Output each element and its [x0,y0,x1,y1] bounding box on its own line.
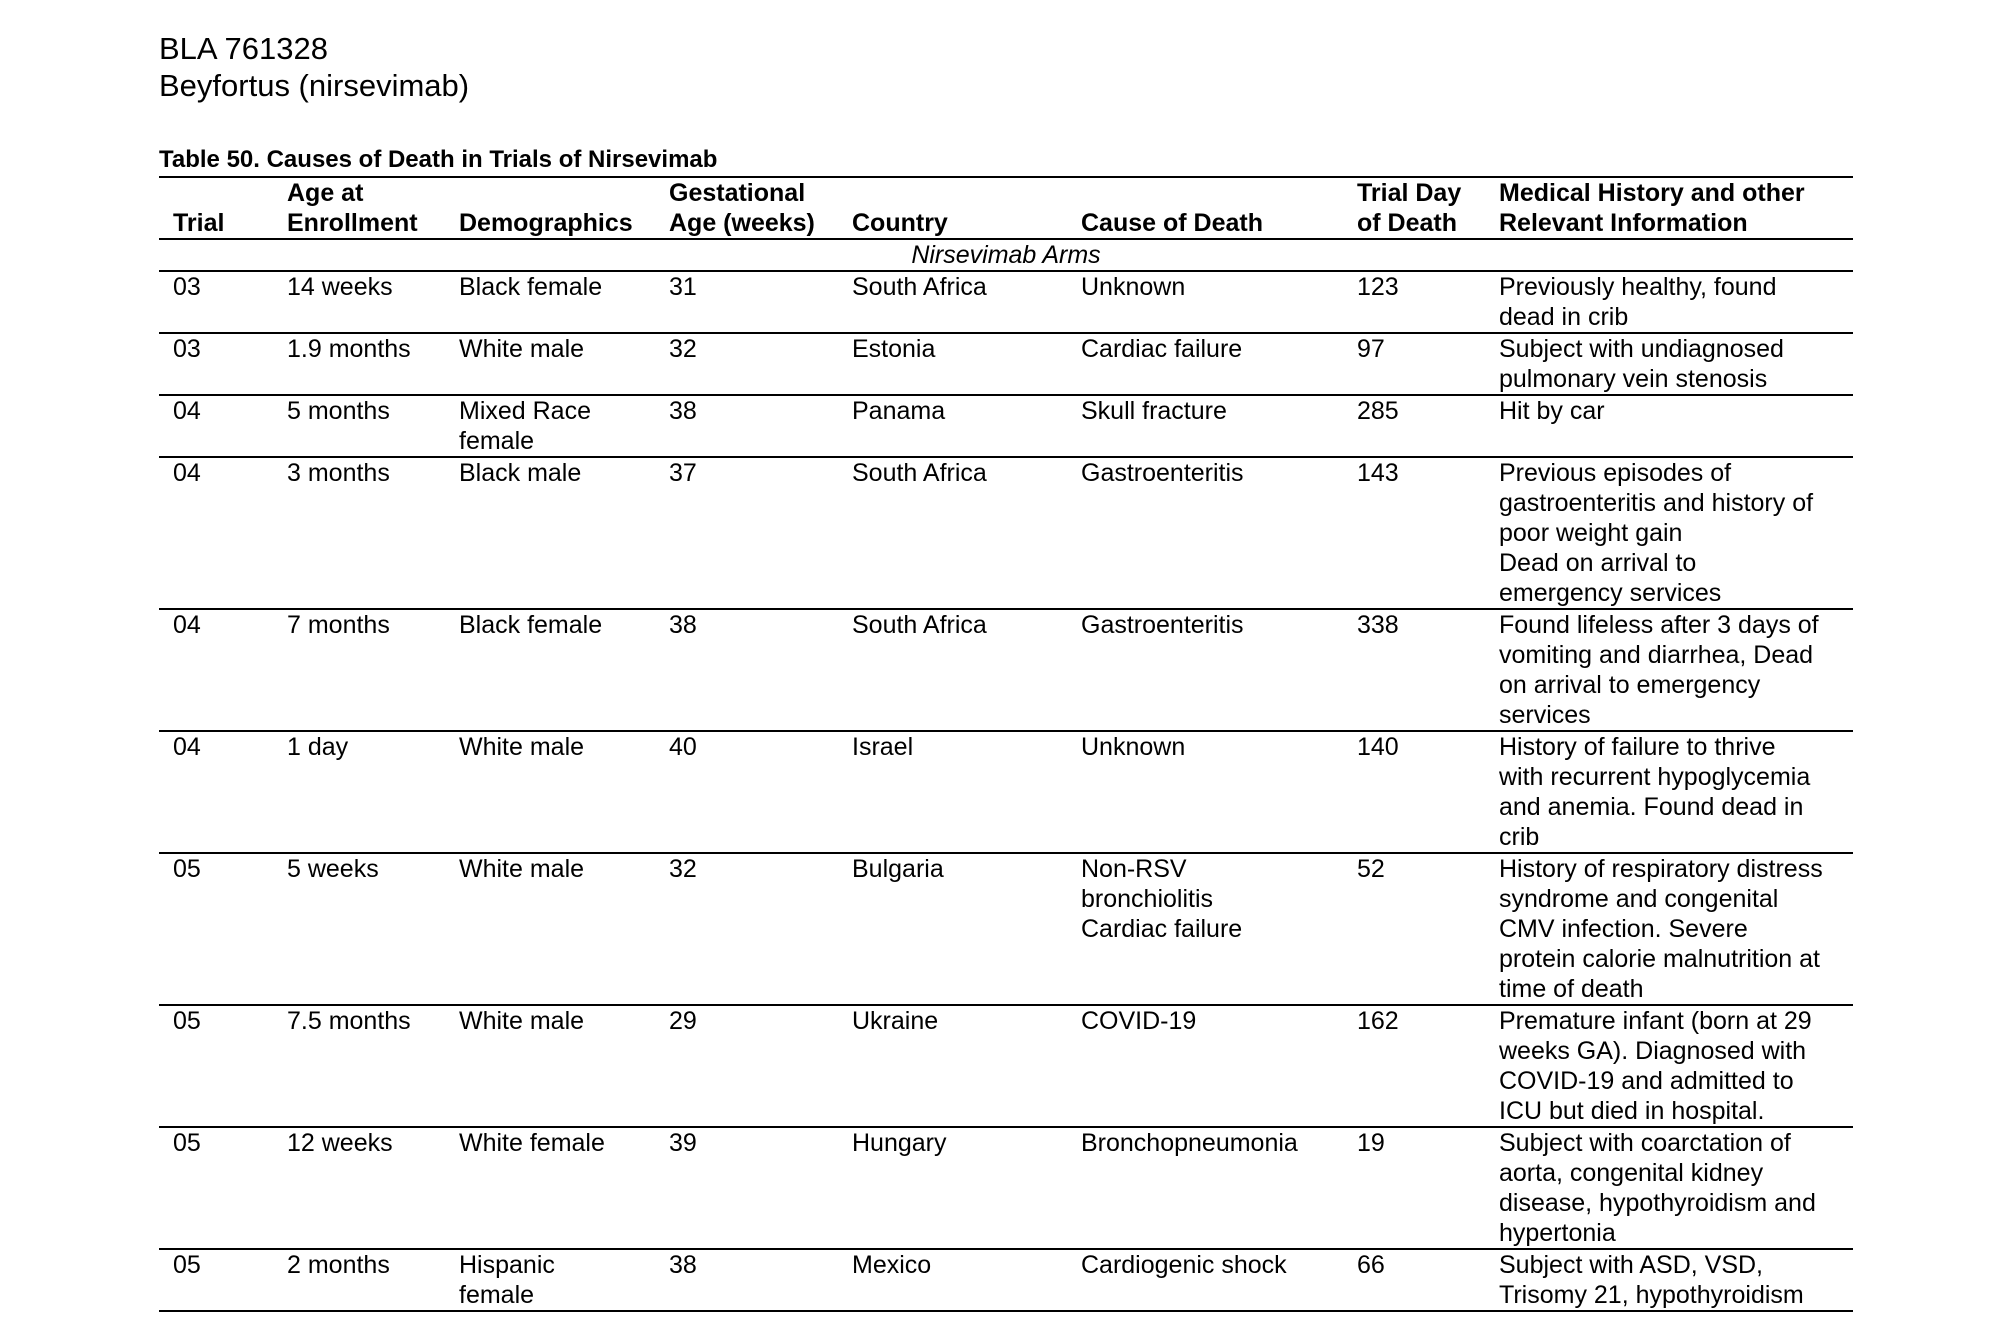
table-cell: 37 [655,457,838,609]
table-cell: Hispanic female [445,1249,655,1311]
table-cell: 143 [1343,457,1485,609]
table-cell: White female [445,1127,655,1249]
table-cell: Mexico [838,1249,1067,1311]
table-row [159,457,1853,609]
table-row [159,1127,1853,1249]
table-cell: 04 [159,609,273,731]
table-cell: Cardiogenic shock [1067,1249,1343,1311]
column-header: Cause of Death [1067,177,1343,239]
table-cell: History of respiratory distress syndrome and congenital CMV infection. Severe protein calorie malnutrition at time of death [1485,853,1853,1005]
table-cell: Unknown [1067,271,1343,333]
table-row [159,271,1853,333]
table-cell: Black female [445,609,655,731]
table-cell: 7 months [273,609,445,731]
table-cell: 162 [1343,1005,1485,1127]
column-header: Demographics [445,177,655,239]
table-cell: 14 weeks [273,271,445,333]
table-cell: Cardiac failure [1067,333,1343,395]
table-cell: 03 [159,271,273,333]
table-row [159,1005,1853,1127]
table-row [159,333,1853,395]
table-cell: White male [445,853,655,1005]
table-cell: 03 [159,333,273,395]
table-cell: 05 [159,853,273,1005]
table-row [159,395,1853,457]
table-cell: 29 [655,1005,838,1127]
table-cell: Premature infant (born at 29 weeks GA). Diagnosed with COVID-19 and admitted to ICU but died in hospital. [1485,1005,1853,1127]
table-cell: 38 [655,1249,838,1311]
column-header: Age at Enrollment [273,177,445,239]
table-cell: 5 weeks [273,853,445,1005]
table-cell: 5 months [273,395,445,457]
table-cell: Subject with coarctation of aorta, congenital kidney disease, hypothyroidism and hypertonia [1485,1127,1853,1249]
table-header-row [159,177,1853,239]
table-cell: Bulgaria [838,853,1067,1005]
table-cell: 04 [159,395,273,457]
table-cell: Bronchopneumonia [1067,1127,1343,1249]
table-cell: Black female [445,271,655,333]
table-cell: 39 [655,1127,838,1249]
table-row [159,853,1853,1005]
table-cell: History of failure to thrive with recurrent hypoglycemia and anemia. Found dead in crib [1485,731,1853,853]
table-cell: White male [445,1005,655,1127]
table-cell: Ukraine [838,1005,1067,1127]
table-cell: Hit by car [1485,395,1853,457]
table-cell: 38 [655,395,838,457]
column-header: Trial [159,177,273,239]
table-cell: 1 day [273,731,445,853]
table-cell: COVID-19 [1067,1005,1343,1127]
bla-number: BLA 761328 [159,31,328,66]
product-name: Beyfortus (nirsevimab) [159,68,470,103]
table-cell: 31 [655,271,838,333]
table-cell: 1.9 months [273,333,445,395]
table-cell: Previously healthy, found dead in crib [1485,271,1853,333]
table-cell: 32 [655,853,838,1005]
table-row [159,731,1853,853]
table-cell: Gastroenteritis [1067,457,1343,609]
table-cell: Previous episodes of gastroenteritis and history of poor weight gain Dead on arrival to emergency services [1485,457,1853,609]
table-cell: Mixed Race female [445,395,655,457]
table-cell: 04 [159,457,273,609]
table-cell: Subject with undiagnosed pulmonary vein stenosis [1485,333,1853,395]
column-header: Medical History and other Relevant Information [1485,177,1853,239]
document-header [159,30,469,104]
table-cell: Estonia [838,333,1067,395]
table-cell: 7.5 months [273,1005,445,1127]
table-cell: South Africa [838,457,1067,609]
section-row [159,239,1853,271]
table-cell: 2 months [273,1249,445,1311]
table-row [159,1249,1853,1311]
table-cell: 05 [159,1127,273,1249]
table-cell: 52 [1343,853,1485,1005]
table-cell: Panama [838,395,1067,457]
table-row [159,609,1853,731]
table-cell: 123 [1343,271,1485,333]
column-header: Trial Day of Death [1343,177,1485,239]
table-cell: White male [445,333,655,395]
table-cell: Subject with ASD, VSD, Trisomy 21, hypothyroidism [1485,1249,1853,1311]
table-cell: South Africa [838,609,1067,731]
table-cell: 66 [1343,1249,1485,1311]
table-cell: 97 [1343,333,1485,395]
table-cell: Found lifeless after 3 days of vomiting and diarrhea, Dead on arrival to emergency services [1485,609,1853,731]
table-cell: 32 [655,333,838,395]
column-header: Country [838,177,1067,239]
table-cell: Unknown [1067,731,1343,853]
table-cell: 140 [1343,731,1485,853]
table-cell: 19 [1343,1127,1485,1249]
section-label: Nirsevimab Arms [159,239,1853,271]
table-cell: 40 [655,731,838,853]
table-cell: Skull fracture [1067,395,1343,457]
table-cell: White male [445,731,655,853]
causes-of-death-table [159,176,1853,1312]
table-cell: 285 [1343,395,1485,457]
table-cell: 12 weeks [273,1127,445,1249]
table-caption: Table 50. Causes of Death in Trials of Nirsevimab [159,146,718,173]
table-cell: Gastroenteritis [1067,609,1343,731]
table-cell: Hungary [838,1127,1067,1249]
table-cell: 38 [655,609,838,731]
table-cell: 05 [159,1249,273,1311]
table-cell: 05 [159,1005,273,1127]
table-cell: 3 months [273,457,445,609]
table-cell: Israel [838,731,1067,853]
table-cell: Non-RSV bronchiolitis Cardiac failure [1067,853,1343,1005]
table-cell: 338 [1343,609,1485,731]
column-header: Gestational Age (weeks) [655,177,838,239]
table-cell: 04 [159,731,273,853]
table-cell: South Africa [838,271,1067,333]
table-cell: Black male [445,457,655,609]
